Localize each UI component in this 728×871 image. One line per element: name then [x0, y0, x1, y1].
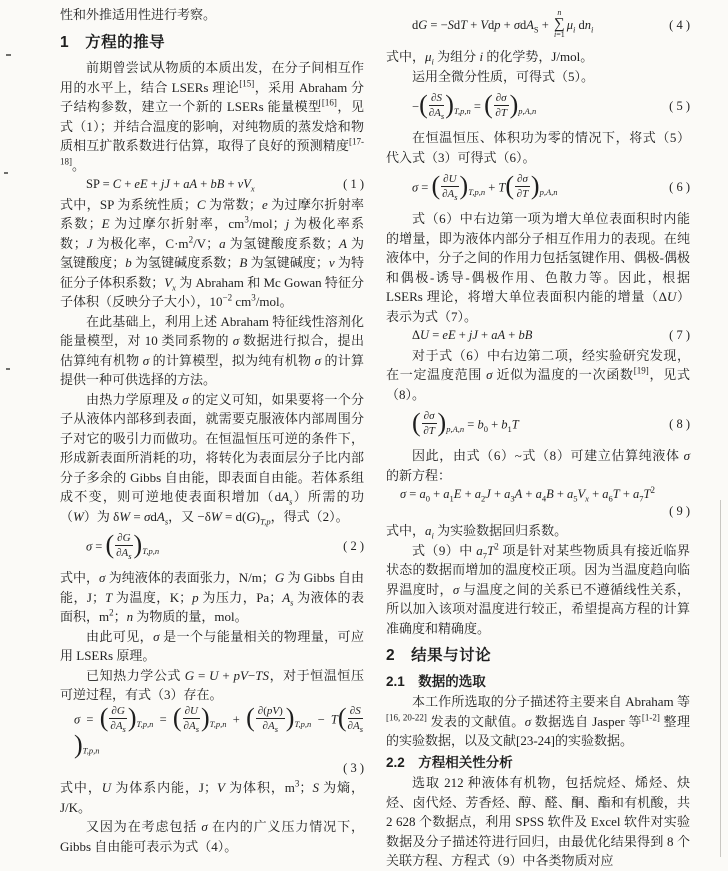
scan-speck: [4, 172, 8, 174]
heading-data-selection: 2.1 数据的选取: [386, 673, 486, 689]
heading-correlation-analysis: 2.2 方程相关性分析: [386, 754, 513, 770]
paragraph: 运用全微分性质，可得式（5）。: [412, 68, 595, 84]
scan-artifact-line: [720, 500, 721, 857]
equation-body: ( $\frac{\partial\sigma}{\partial T}$ )$_{p,A,n} = b_0 + b_1T$: [412, 408, 519, 438]
equation-8: [386, 406, 690, 444]
equation-9: [386, 484, 690, 519]
paragraph: 对于式（6）中右边第二项，经实验研究发现，在一定温度范围 σ 近似为温度的一次函数[19]，见式（8）。: [386, 347, 690, 402]
equation-number: ( 6 ): [669, 180, 690, 195]
paragraph: 又因为在考虑包括 σ 在内的广义压力情况下，Gibbs 自由能可表示为式（4）。: [60, 819, 364, 854]
equation-number: ( 8 ): [669, 417, 690, 432]
equation-2: [60, 528, 364, 566]
equation-number: ( 2 ): [343, 539, 364, 554]
equation-1: [60, 177, 364, 193]
paragraph: 由此可见，σ 是一个与能量相关的物理量，可应用 LSERs 原理。: [60, 628, 364, 664]
equation-5: [386, 88, 690, 126]
equation-number: ( 5 ): [669, 99, 690, 114]
paragraph: 式中，$a_i$ 为实验数据回归系数。: [386, 523, 568, 541]
paragraph: 由热力学原理及 σ 的定义可知，如果要将一个分子从液体内部移到表面，就需要克服液体内部周围分子对它的吸引力而做功。在恒温恒压可逆的条件下，形成新表面所消耗的功，将转化为表面层分子比内部分子多余的 Gibbs 自由能，即表面自由能。若体系组成不变，则可逆地使表面积增加$(dA_s)$所需的功（W）为 δW = σdA$_s$，又 $-\delta W = d(G)_{T,p}$，得式（2）。: [60, 391, 364, 527]
right-column: [386, 5, 690, 871]
equation-7: [386, 328, 690, 344]
equation-number: ( 7 ): [669, 328, 690, 342]
equation-body: ΔU = eE + jJ + aA + bB: [412, 328, 533, 342]
equation-body: SP = C + eE + jJ + aA + bB + $vV_x$: [86, 177, 255, 194]
paragraph: 前期曾尝试从物质的本质出发，在分子间相互作用的水平上，结合 LSERs 理论[15]，采用 Abraham 分子结构参数，建立一个新的 LSERs 能量模型[16]，见式（1）；并结合温度的影响，对纯物质的蒸发焓和物质相互扩散系数进行估算，取得了良好的预测精度[17-18]。: [60, 60, 364, 173]
paragraph: 式中，σ 为纯液体的表面张力，N/m；G 为 Gibbs 自由能，J；T 为温度，K；p 为压力，Pa；$A_s$ 为液体的表面积，$m^2$；n 为物质的量，mol。: [60, 570, 365, 625]
equation-body: dG = −SdT + Vdp + σdA$_S$ + n ∑ i=1 $\mu_i$ $dn_i$: [412, 8, 594, 39]
left-column: [60, 5, 364, 856]
paragraph: 已知热力学公式 G = U + pV−TS，对于恒温恒压可逆过程，有式（3）存在。: [60, 667, 364, 703]
paragraph: 式中，SP 为系统性质；C 为常数；e 为过摩尔折射率系数；E 为过摩尔折射率，$cm^3$/mol；j 为极化率系数；J 为极化率，$C\cdot m^2/V$；a 为氢键酸度系数；A 为氢键酸度；b 为氢键碱度系数；B 为氢键碱度；v 为特征分子体积系数；$V_x$ 为 Abraham 和 Mc Gowan 特征分子体积（反映分子大小），$10^{-2}$ $cm^3$/mol。: [60, 196, 364, 310]
paragraph: 式（9）中 $a_7T^2$ 项是针对某些物质具有接近临界状态的数据而增加的温度校正项。因为当温度趋向临界温度时，σ 与温度之间的关系已不遵循线性关系，所以加入该项对温度进行较正，希望提高方程的计算准确度和精确度。: [386, 541, 690, 636]
equation-body: σ = ( $\frac{\partial G}{\partial A_s}$ )$_{T,p,n}$: [86, 530, 160, 561]
paragraph: 式中，$\mu_i$ 为组分 i 的化学势，J/mol。: [386, 49, 594, 67]
paragraph: 因此，由式（6）~式（8）可建立估算纯液体 σ 的新方程：: [386, 448, 690, 483]
equation-number: ( 1 ): [343, 177, 364, 191]
equation-number: ( 3 ): [343, 760, 364, 775]
equation-body: −( $\frac{\partial S}{\partial A_s}$ )$_{T,p,n}$ = ( $\frac{\partial\sigma}{\partial T}$ )$_{p,A,n}$: [412, 90, 537, 121]
paragraph: 在恒温恒压、体积功为零的情况下，将式（5）代入式（3）可得式（6）。: [386, 130, 690, 165]
paragraph: 在此基础上，利用上述 Abraham 特征线性溶剂化能量模型，对 10 类同系物的 σ 数据进行拟合，提出估算纯有机物 σ 的计算模型，拟为纯有机物 σ 的计算提供一种可供选择的方法。: [60, 313, 364, 388]
paragraph: 性和外推适用性进行考察。: [60, 7, 217, 22]
equation-number: ( 4 ): [669, 18, 690, 33]
equation-number: ( 9 ): [669, 503, 690, 518]
paragraph: 选取 212 种液体有机物，包括烷烃、烯烃、炔烃、卤代烃、芳香烃、醇、醛、酮、酯和有机酸，共 2 628 个数据点，利用 SPSS 软件及 Excel 软件对实验数据及分子描述符进行回归，由最优化结果得到 8 个关联方程、方程式（9）中各类物质对应: [386, 775, 690, 869]
heading-derivation: 1 方程的推导: [60, 33, 166, 51]
scan-speck: [6, 368, 10, 370]
equation-body: $\sigma = a_0 + a_1E + a_2J + a_3A + a_4B + a_5V_x + a_6T + a_7T^2$: [400, 484, 655, 504]
paragraph: 式中，U 为体系内能，J；V 为体积，$m^3$；S 为熵，J/K。: [60, 778, 364, 815]
paragraph: 式（6）中右边第一项为增大单位表面积时内能的增量，即为液体内部分子相互作用力的表现。在纯液体中，分子之间的作用力包括氢键作用、偶极-偶极和偶极-诱导-偶极作用、色散力等。因此，根据 LSERs 理论，将增大单位表面积内能的增量（ΔU）表示为式（7）。: [386, 211, 690, 324]
scan-speck: [6, 54, 11, 56]
heading-results: 2 结果与讨论: [386, 647, 492, 665]
equation-body: σ = ( $\frac{\partial G}{\partial A_s}$ )$_{T,p,n}$ = ( $\frac{\partial U}{\partial A_s}$ )$_{T,p,n}$ + ( $\frac{\partial(pV)}{\partial A_s}$ )$_{T,p,n} - T$( $\frac{\partial S}{\partial A_s}$ )$_{T,p,n}$: [74, 703, 363, 759]
equation-6: [386, 169, 690, 207]
equation-4: [386, 7, 690, 45]
paragraph: 本工作所选取的分子描述符主要来自 Abraham 等[16, 20-22] 发表的文献值。σ 数据选自 Jasper 等[1-2] 整理的实验数据，以及文献[23-24]的实验数据。: [386, 694, 690, 749]
equation-body: σ = ( $\frac{\partial U}{\partial A_s}$ )$_{T,p,n} + T$( $\frac{\partial\sigma}{\partial T}$ )$_{p,A,n}$: [412, 171, 558, 202]
equation-3: [60, 703, 364, 777]
